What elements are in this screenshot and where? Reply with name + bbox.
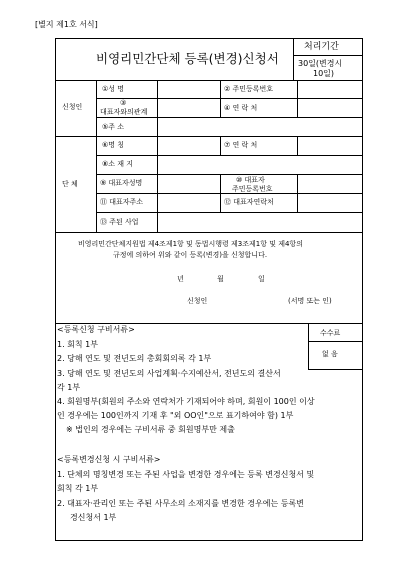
registration-doc-note: ※ 법인의 경우에는 구비서류 중 회원명부만 제출	[66, 425, 235, 434]
declaration-line-1: 비영리민간단체지원법 제4조제1항 및 동법시행령 제3조제1항 및 제4항의	[78, 240, 303, 248]
date-year-label: 년	[177, 275, 184, 283]
registration-doc-item: 각 1부	[57, 383, 81, 392]
signature-label: (서명 또는 인)	[288, 297, 332, 305]
date-day-label: 일	[258, 275, 265, 283]
form-title: 비영리민간단체 등록(변경)신청서	[96, 51, 279, 66]
fee-value: 없 음	[322, 350, 338, 358]
processing-label: 처리기간	[304, 42, 339, 52]
group-rep-name-label: ⑨ 대표자성명	[100, 179, 143, 187]
fee-label: 수수료	[320, 329, 341, 337]
date-month-label: 월	[217, 275, 224, 283]
declaration-line-2: 규정에 의하여 위와 같이 등록(변경)을 신청합니다.	[113, 251, 268, 259]
change-docs-heading: <등록변경신청 시 구비서류>	[57, 455, 161, 464]
registration-doc-item: 3. 당해 연도 및 전년도의 사업계획·수지예산서, 전년도의 결산서	[57, 369, 281, 378]
group-rep-resident-label-2: 주민등록번호	[232, 185, 273, 193]
change-doc-item: 1. 단체의 명칭변경 또는 주된 사업을 변경한 경우에는 등록 변경신청서 및	[57, 470, 315, 479]
change-doc-item: 2. 대표자·관리인 또는 주된 사무소의 소재지를 변경한 경우에는 등록변	[57, 499, 304, 508]
registration-doc-item: 1. 회칙 1부	[57, 340, 98, 349]
group-section-label: 단 체	[62, 180, 78, 188]
group-rep-address-label: ⑪ 대표자주소	[100, 198, 144, 206]
applicant-section-label: 신청인	[62, 103, 83, 111]
change-doc-item: 회칙 각 1부	[57, 484, 99, 493]
signer-label: 신청인	[187, 297, 208, 305]
group-rep-resident-label-1: ⑩ 대표자	[236, 176, 265, 184]
registration-doc-item: 4. 회원명부(회원의 주소와 연락처가 기재되어야 하며, 회원이 100인 이상	[57, 397, 315, 406]
applicant-resident-no-label: ② 주민등록번호	[224, 85, 274, 93]
registration-doc-item: 인 경우에는 100인까지 기재 후 "외 OO인"으로 표기하여야 함) 1부	[57, 411, 294, 420]
applicant-relation-label: 대표자와의관계	[100, 108, 148, 116]
form-label: [별지 제1호 서식]	[35, 20, 98, 29]
applicant-address-label: ⑤주 소	[102, 123, 125, 131]
group-location-label: ⑧소 재 지	[102, 160, 134, 168]
processing-value-2: 10일)	[313, 69, 335, 78]
registration-docs-heading: <등록신청 구비서류>	[57, 325, 135, 334]
applicant-contact-label: ④ 연 락 처	[224, 104, 258, 112]
processing-value-1: 30일(변경시	[298, 59, 343, 68]
group-rep-contact-label: ⑫ 대표자연락처	[224, 198, 274, 206]
change-doc-item: 경신청서 1부	[70, 513, 117, 522]
applicant-relation-number: ③	[120, 99, 127, 107]
applicant-name-label: ①성 명	[102, 85, 125, 93]
group-contact-label: ⑦ 연 락 처	[224, 141, 258, 149]
group-name-label: ⑥명 칭	[102, 141, 125, 149]
group-main-business-label: ⑬ 주된 사업	[100, 218, 139, 226]
registration-doc-item: 2. 당해 연도 및 전년도의 총회회의록 각 1부	[57, 354, 212, 363]
